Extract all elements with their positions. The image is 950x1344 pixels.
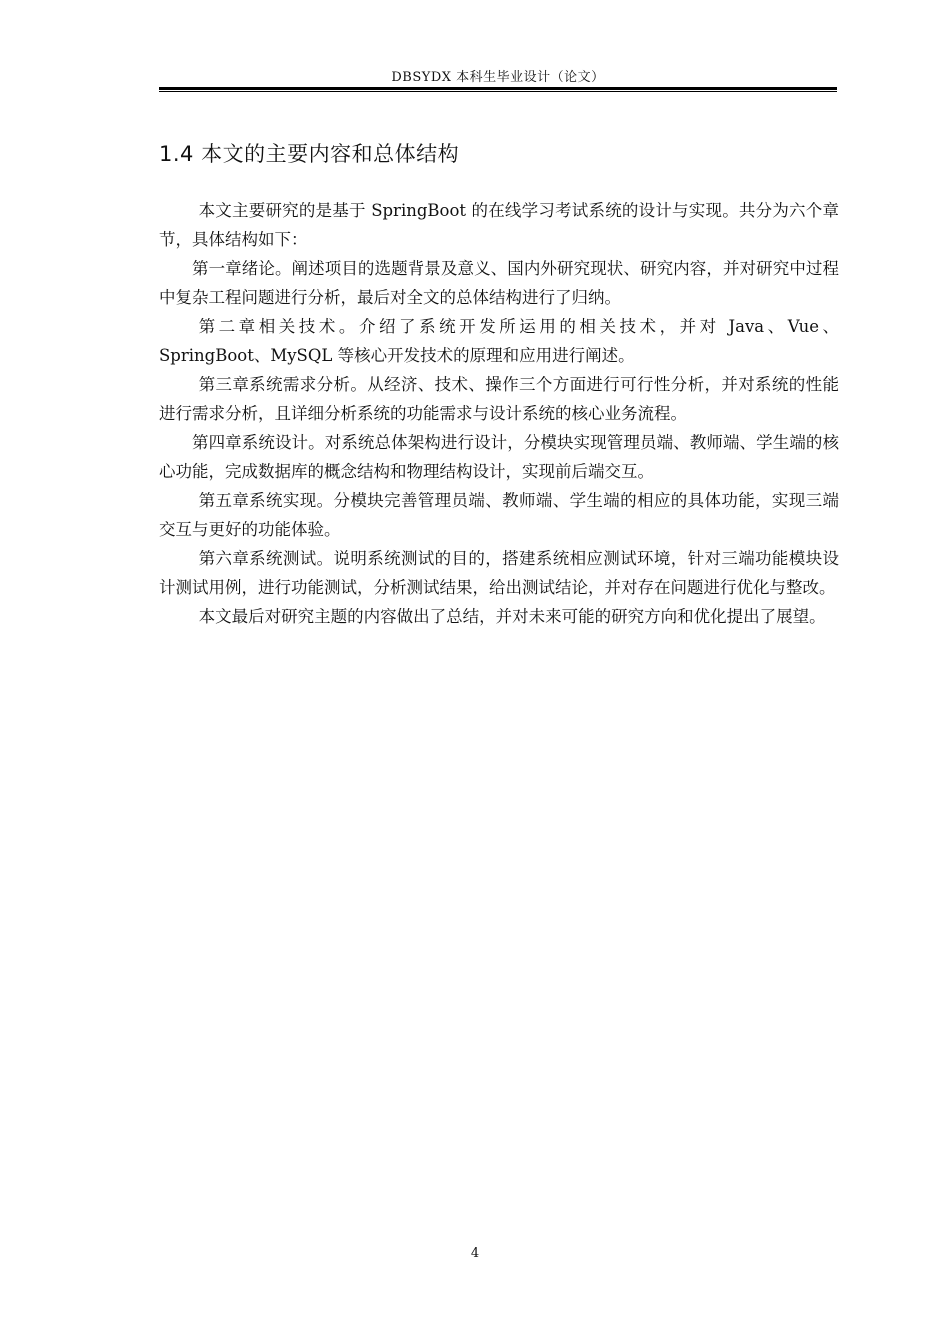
page-number: 4 xyxy=(470,1246,480,1261)
section-title: 1.4 本文的主要内容和总体结构 xyxy=(159,142,460,166)
paragraph-chapter-3: 第三章系统需求分析。从经济、技术、操作三个方面进行可行性分析，并对系统的性能进行需求分析，且详细分析系统的功能需求与设计系统的核心业务流程。 xyxy=(159,375,839,423)
paragraph-conclusion: 本文最后对研究主题的内容做出了总结，并对未来可能的研究方向和优化提出了展望。 xyxy=(198,607,826,626)
paragraph-chapter-1: 第一章绪论。阐述项目的选题背景及意义、国内外研究现状、研究内容，并对研究中过程中复杂工程问题进行分析，最后对全文的总体结构进行了归纳。 xyxy=(159,259,839,307)
header-double-rule xyxy=(159,87,837,92)
paragraph-chapter-6: 第六章系统测试。说明系统测试的目的，搭建系统相应测试环境，针对三端功能模块设计测试用例，进行功能测试，分析测试结果，给出测试结论，并对存在问题进行优化与整改。 xyxy=(159,549,839,597)
running-header: DBSYDX 本科生毕业设计（论文） xyxy=(391,70,605,85)
paragraph-chapter-2: 第二章相关技术。介绍了系统开发所运用的相关技术，并对 Java、Vue、SpringBoot、MySQL 等核心开发技术的原理和应用进行阐述。 xyxy=(159,317,839,365)
body-text xyxy=(159,196,839,631)
paragraph-chapter-5: 第五章系统实现。分模块完善管理员端、教师端、学生端的相应的具体功能，实现三端交互与更好的功能体验。 xyxy=(159,491,839,539)
paragraph-intro: 本文主要研究的是基于 SpringBoot 的在线学习考试系统的设计与实现。共分为六个章节，具体结构如下： xyxy=(159,201,839,249)
paragraph-chapter-4: 第四章系统设计。对系统总体架构进行设计，分模块实现管理员端、教师端、学生端的核心功能，完成数据库的概念结构和物理结构设计，实现前后端交互。 xyxy=(159,433,839,481)
